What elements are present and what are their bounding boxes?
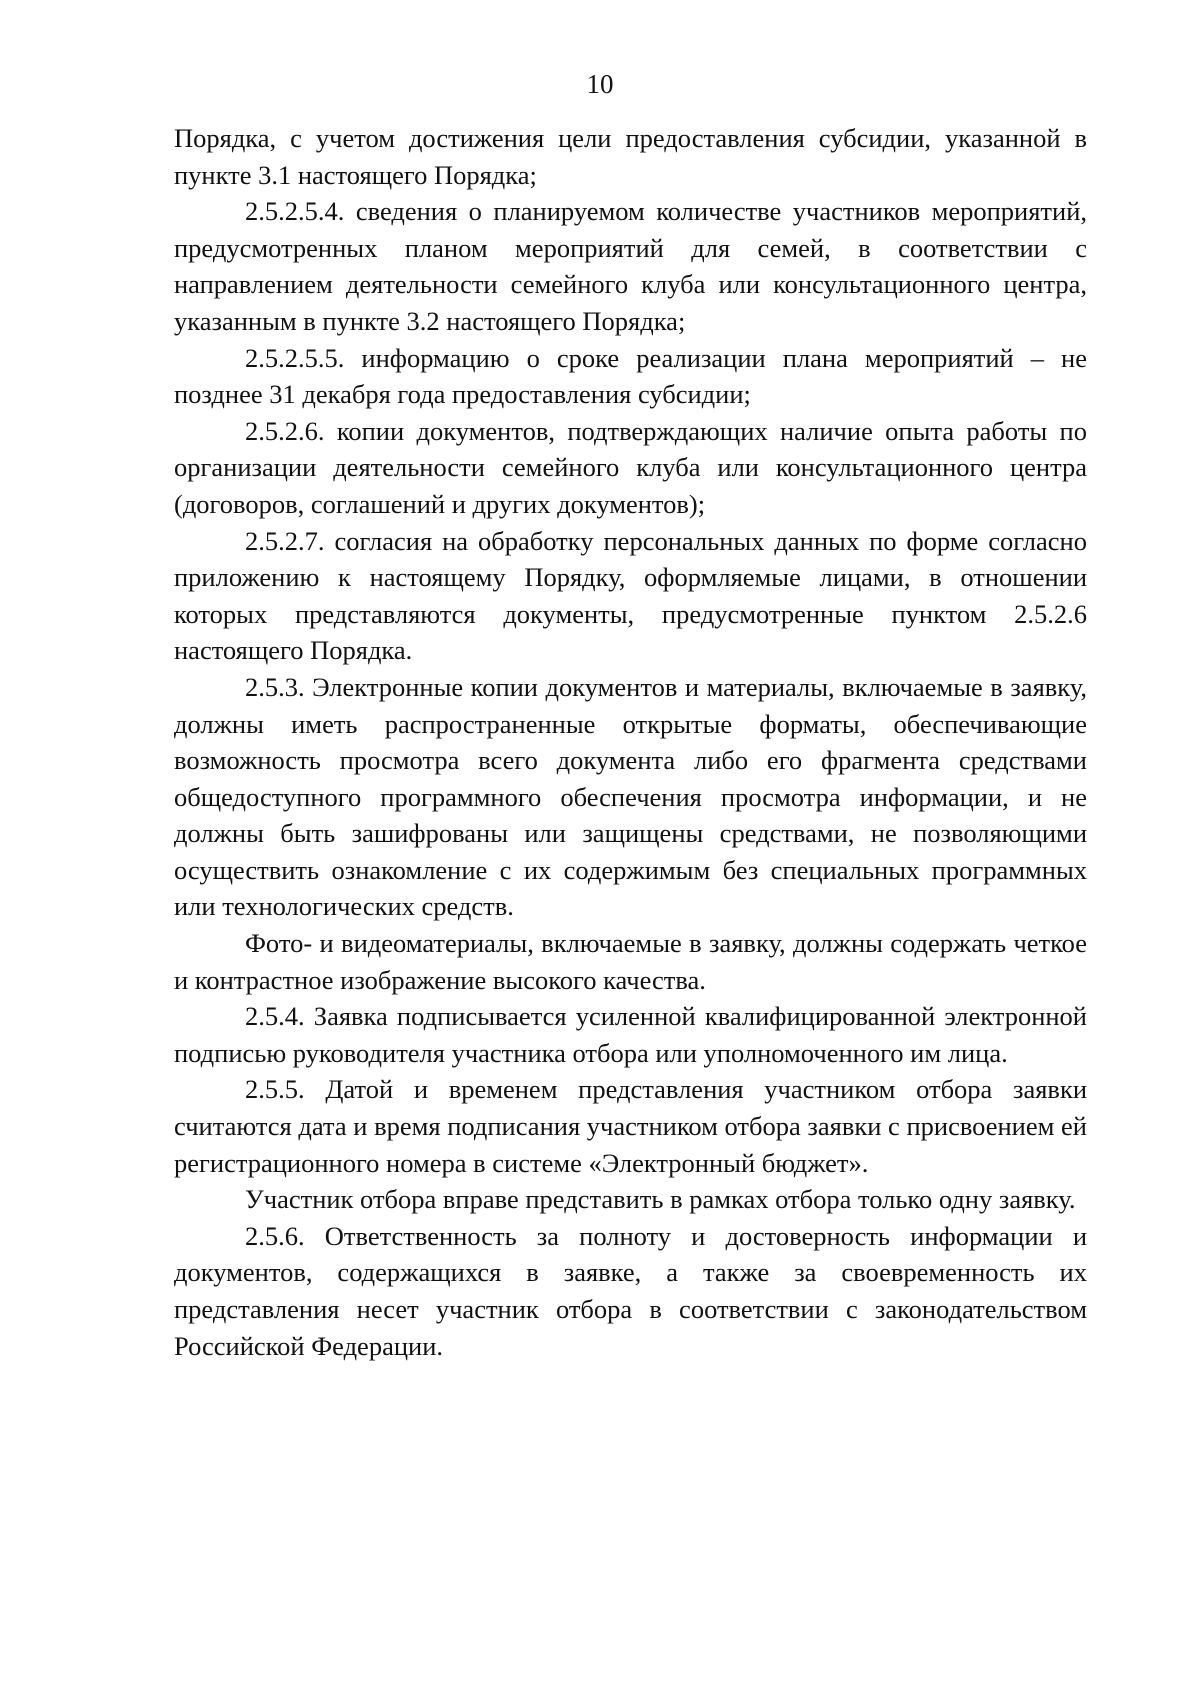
paragraph-3: 2.5.2.5.5. информацию о сроке реализации плана мероприятий – не позднее 31 декабря года предоставления субсидии;	[174, 342, 1087, 410]
paragraph-10: Участник отбора вправе представить в рамках отбора только одну заявку.	[245, 1184, 1076, 1215]
paragraph-6: 2.5.3. Электронные копии документов и материалы, включаемые в заявку, должны иметь распространенные открытые форматы, обеспечивающие возможность просмотра всего документа либо его фрагмента средствами общедоступного программного обеспечения просмотра информации, и не должны быть зашифрованы или защищены средствами, не позволяющими осуществить ознакомление с их содержимым без специальных программных или технологических средств.	[174, 671, 1087, 922]
paragraph-9: 2.5.5. Датой и временем представления участником отбора заявки считаются дата и время подписания участником отбора заявки с присвоением ей регистрационного номера в системе «Электронный бюджет».	[174, 1074, 1087, 1178]
paragraph-11: 2.5.6. Ответственность за полноту и достоверность информации и документов, содержащихся в заявке, а также за своевременность их представления несет участник отбора в соответствии с законодательством Российской Федерации.	[174, 1220, 1087, 1361]
paragraph-4: 2.5.2.6. копии документов, подтверждающих наличие опыта работы по организации деятельности семейного клуба или консультационного центра (договоров, соглашений и других документов);	[174, 415, 1087, 519]
paragraph-5: 2.5.2.7. согласия на обработку персональных данных по форме согласно приложению к настоящему Порядку, оформляемые лицами, в отношении которых представляются документы, предусмотренные пунктом 2.5.2.6 настоящего Порядка.	[174, 525, 1087, 666]
paragraph-1: Порядка, с учетом достижения цели предоставления субсидии, указанной в пункте 3.1 настоящего Порядка;	[174, 123, 1087, 190]
page-number: 10	[586, 69, 614, 99]
paragraph-8: 2.5.4. Заявка подписывается усиленной квалифицированной электронной подписью руководителя участника отбора или уполномоченного им лица.	[174, 1001, 1087, 1068]
paragraph-7: Фото- и видеоматериалы, включаемые в заявку, должны содержать четкое и контрастное изображение высокого качества.	[174, 928, 1087, 995]
paragraph-2: 2.5.2.5.4. сведения о планируемом количестве участников мероприятий, предусмотренных планом мероприятий для семей, в соответствии с направлением деятельности семейного клуба или консультационного центра, указанным в пункте 3.2 настоящего Порядка;	[174, 196, 1087, 336]
document-body	[174, 120, 1087, 1364]
